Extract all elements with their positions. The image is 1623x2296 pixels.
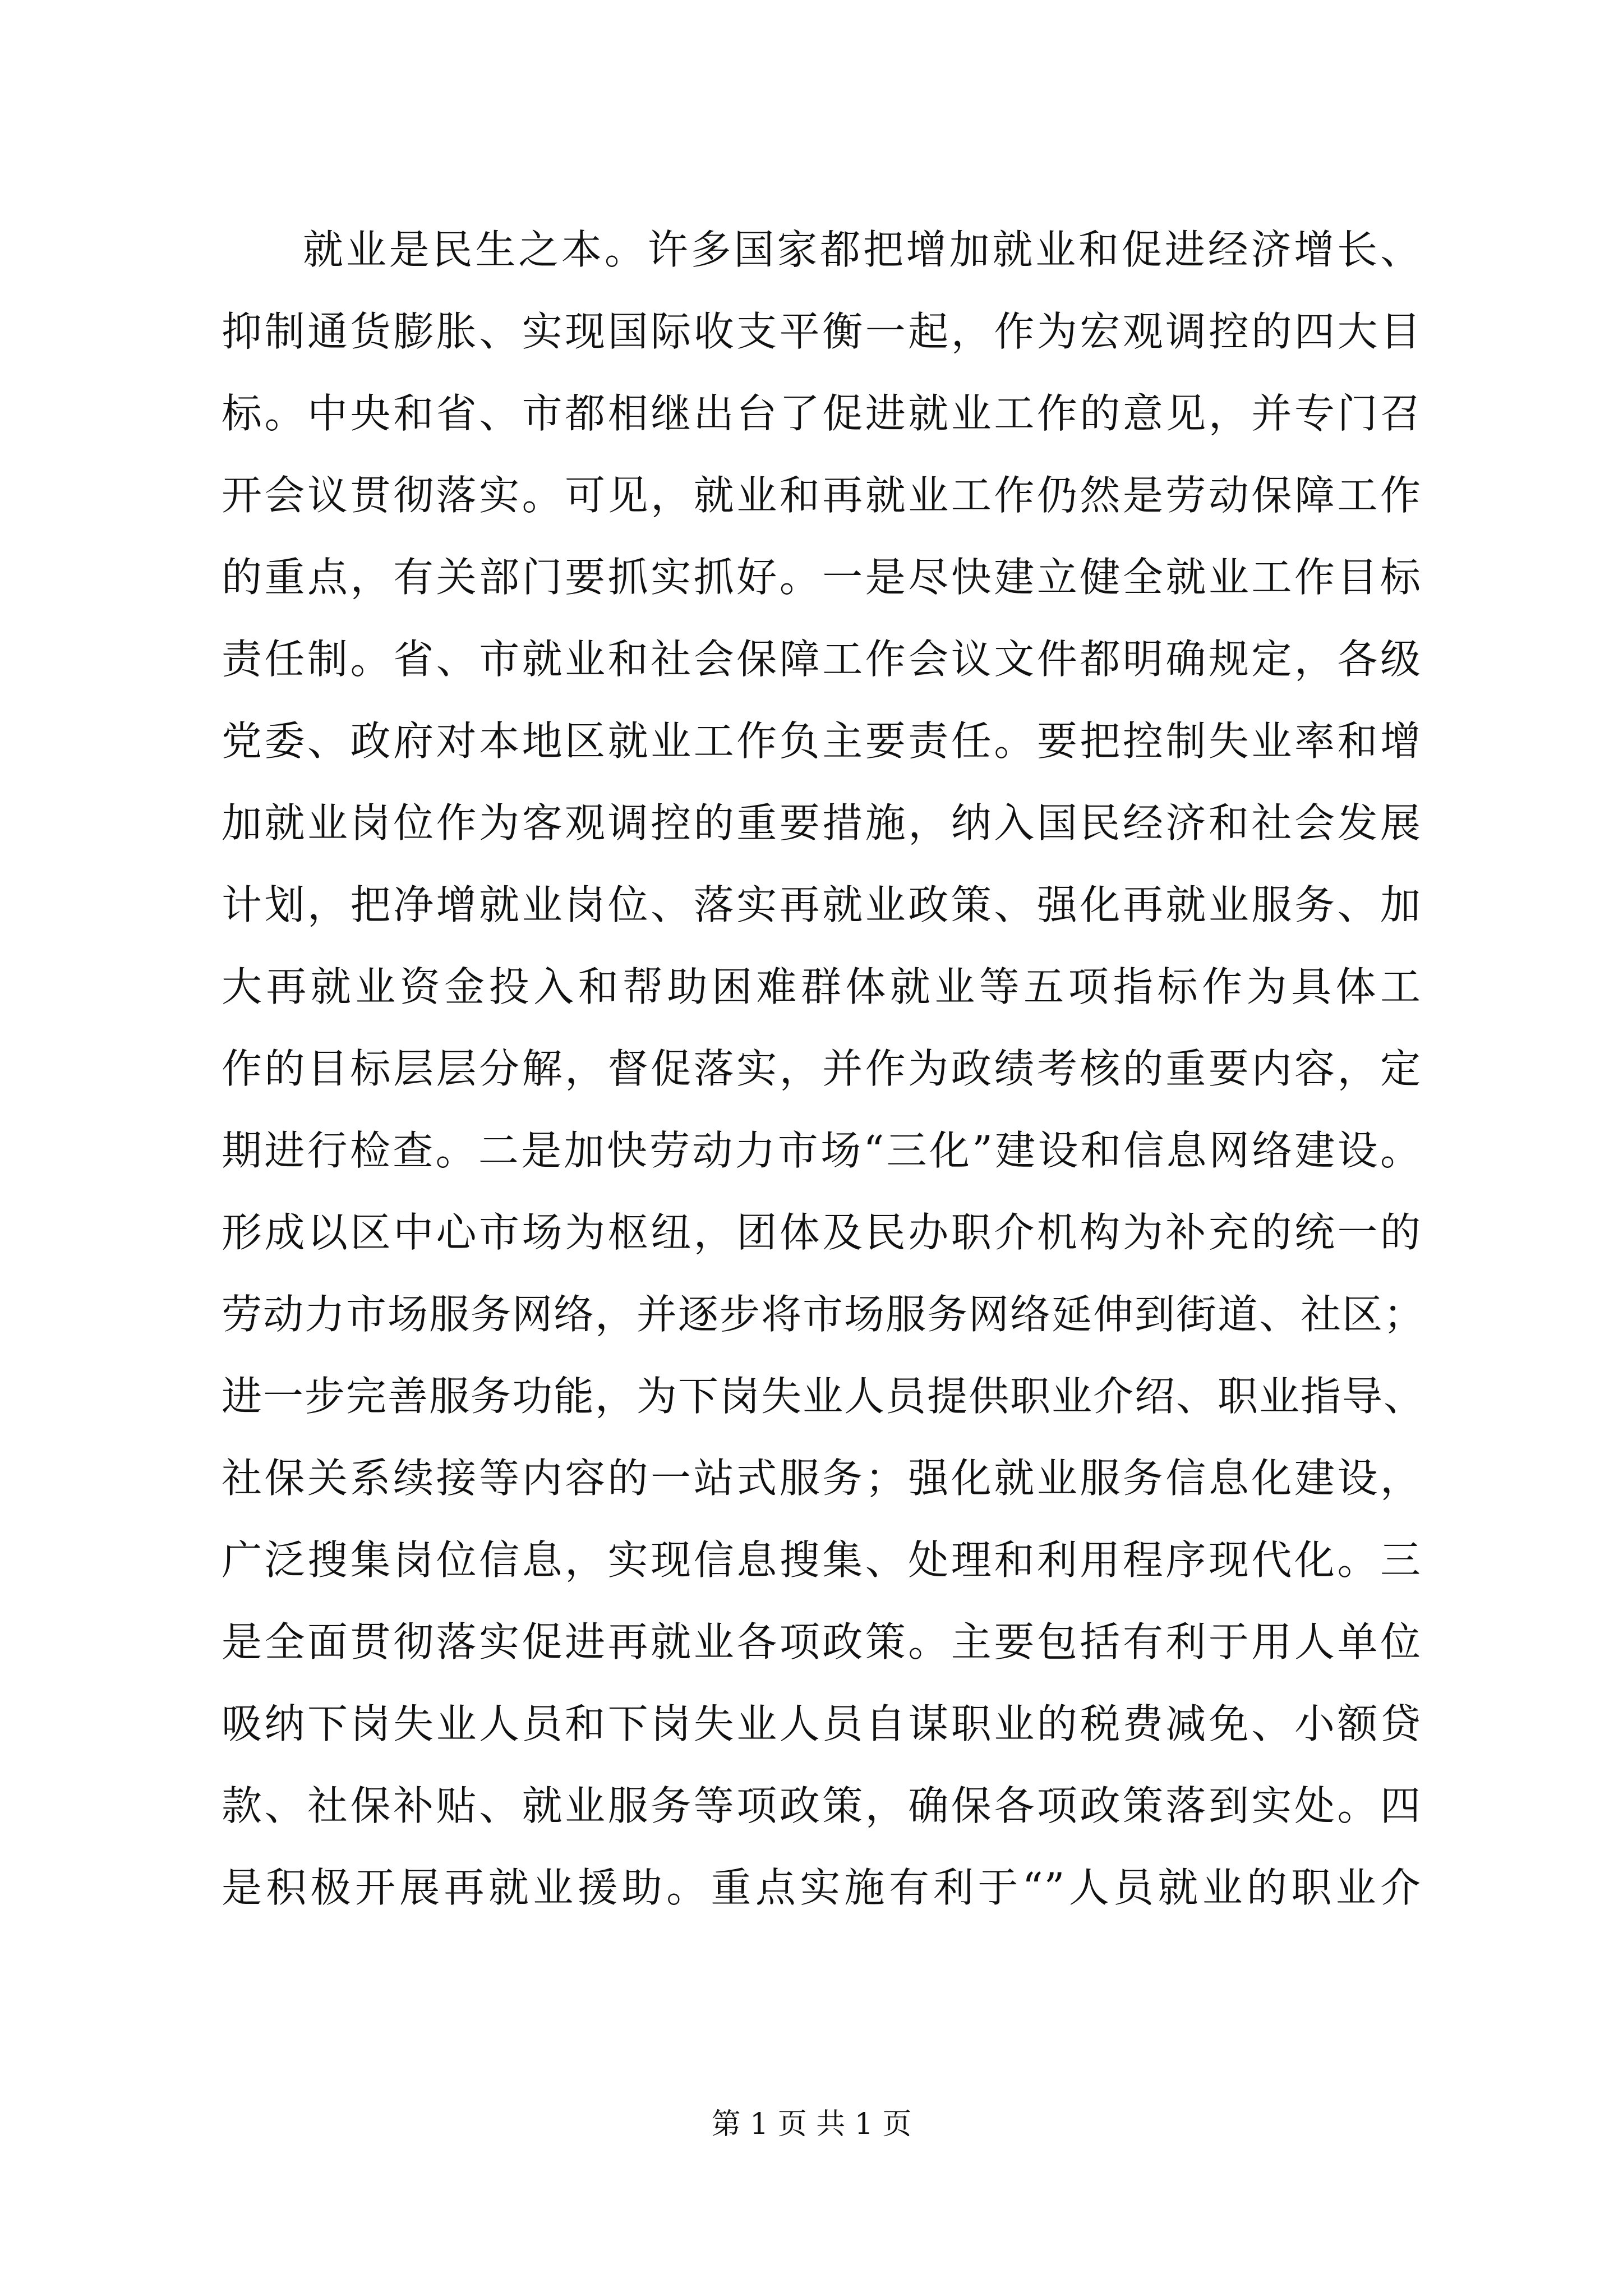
text-line: 吸纳下岗失业人员和下岗失业人员自谋职业的税费减免、小额贷 (222, 1700, 1422, 1747)
text-line: 是积极开展再就业援助。重点实施有利于“”人员就业的职业介 (222, 1864, 1422, 1911)
text-line: 的重点，有关部门要抓实抓好。一是尽快建立健全就业工作目标 (222, 554, 1422, 601)
text-line: 广泛搜集岗位信息，实现信息搜集、处理和利用程序现代化。三 (222, 1536, 1422, 1584)
text-line: 是全面贯彻落实促进再就业各项政策。主要包括有利于用人单位 (222, 1618, 1422, 1665)
page-footer: 第 1 页 共 1 页 (711, 2108, 912, 2141)
text-line: 进一步完善服务功能，为下岗失业人员提供职业介绍、职业指导、 (222, 1373, 1426, 1420)
text-line: 责任制。省、市就业和社会保障工作会议文件都明确规定，各级 (222, 636, 1422, 683)
text-line: 党委、政府对本地区就业工作负主要责任。要把控制失业率和增 (222, 717, 1422, 765)
text-line: 社保关系续接等内容的一站式服务；强化就业服务信息化建设， (222, 1455, 1422, 1502)
text-line: 就业是民生之本。许多国家都把增加就业和促进经济增长、 (303, 226, 1422, 273)
text-line: 大再就业资金投入和帮助困难群体就业等五项指标作为具体工 (222, 963, 1422, 1010)
text-line: 计划，把净增就业岗位、落实再就业政策、强化再就业服务、加 (222, 881, 1422, 928)
text-line: 劳动力市场服务网络，并逐步将市场服务网络延伸到街道、社区； (222, 1291, 1426, 1338)
text-line: 作的目标层层分解，督促落实，并作为政绩考核的重要内容，定 (222, 1045, 1422, 1092)
text-line: 形成以区中心市场为枢纽，团体及民办职介机构为补充的统一的 (222, 1209, 1422, 1256)
text-line: 标。中央和省、市都相继出台了促进就业工作的意见，并专门召 (222, 390, 1422, 437)
body-paragraph (222, 209, 1426, 1929)
text-line: 期进行检查。二是加快劳动力市场“三化”建设和信息网络建设。 (222, 1127, 1422, 1174)
text-line: 抑制通货膨胀、实现国际收支平衡一起，作为宏观调控的四大目 (222, 308, 1422, 355)
text-line: 开会议贯彻落实。可见，就业和再就业工作仍然是劳动保障工作 (222, 472, 1422, 519)
text-line: 款、社保补贴、就业服务等项政策，确保各项政策落到实处。四 (222, 1782, 1422, 1829)
text-line: 加就业岗位作为客观调控的重要措施，纳入国民经济和社会发展 (222, 799, 1422, 846)
